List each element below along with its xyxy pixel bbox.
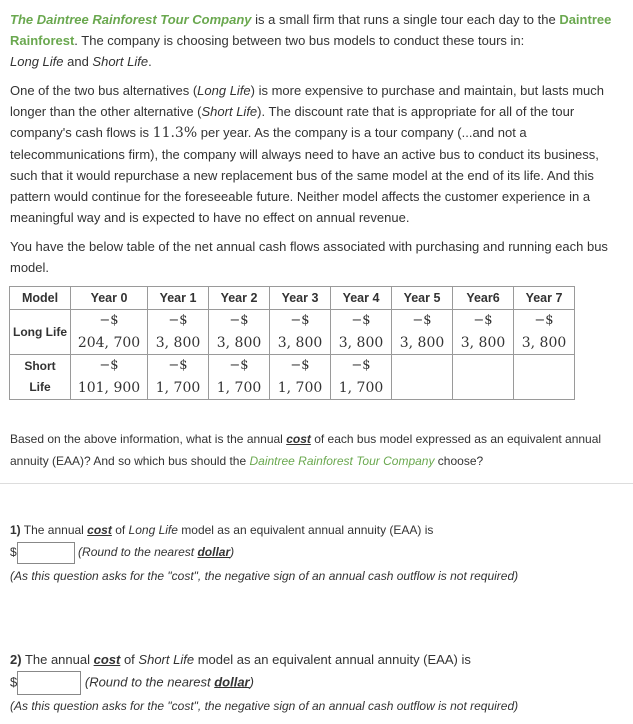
round-instruction (78, 545, 234, 559)
column-header: Year 3 (270, 287, 331, 310)
negative-dollar: −$ (168, 313, 188, 328)
cash-flow-value: 101, 900 (77, 380, 141, 396)
q1-answer-input[interactable] (17, 542, 75, 564)
negative-dollar: −$ (351, 313, 371, 328)
negative-dollar: −$ (290, 358, 310, 373)
context-text: per year. As the company is a tour company (...and not a telecommunications firm), the company will always need to have an active bus to conduct its business, such that it would repurchase a new replacement bus of the same model at the end of its life. And this pattern would continue for the foreseeable future. Neither model affects the customer experience in a meaningful way and is expected to have no effect on annual revenue. (10, 125, 599, 225)
negative-dollar: −$ (473, 313, 493, 328)
table-row-short-life (10, 355, 575, 400)
context-text: ). The discount rate that is appropriate for all of the tour company's cash flows is (10, 104, 575, 140)
round-text: ) (249, 674, 254, 690)
q2-answer-row (10, 671, 254, 695)
question-text: choose? (434, 454, 484, 468)
model-name: Short Life (138, 652, 195, 667)
context-text: One of the two bus alternatives ( (10, 83, 198, 98)
cash-flow-value: 204, 700 (77, 335, 141, 351)
model-name: Short Life (201, 104, 258, 119)
column-header: Year 4 (331, 287, 392, 310)
cash-flow-cell (392, 310, 453, 355)
round-text: ) (230, 545, 235, 559)
model-name: Long Life (10, 54, 64, 69)
q1-text: model as an equivalent annual annuity (EAA) is (177, 523, 434, 537)
column-header: Year6 (453, 287, 514, 310)
question-prompt (10, 428, 625, 472)
table-intro: You have the below table of the net annual cash flows associated with purchasing and running each bus model. (10, 239, 608, 275)
cash-flow-cell (331, 355, 392, 400)
dollar-sign: $ (10, 674, 18, 690)
company-name: The Daintree Rainforest Tour Company (10, 12, 252, 27)
q2-answer-input[interactable] (17, 671, 81, 695)
cash-flow-cell (71, 310, 148, 355)
round-unit: dollar (214, 674, 250, 690)
negative-dollar: −$ (534, 313, 554, 328)
cash-flow-value: 3, 800 (155, 335, 201, 351)
negative-dollar: −$ (229, 313, 249, 328)
negative-dollar: −$ (351, 358, 371, 373)
round-instruction (85, 674, 254, 689)
intro-paragraph (10, 9, 625, 51)
q2-text: The annual (21, 652, 94, 667)
cash-flow-value: 1, 700 (338, 380, 384, 396)
model-name: Long Life (128, 523, 178, 537)
negative-dollar: −$ (99, 313, 119, 328)
discount-rate: 11.3% (152, 125, 198, 141)
q1-answer-row (10, 541, 234, 564)
negative-dollar: −$ (412, 313, 432, 328)
empty-cell (514, 355, 575, 400)
column-header: Year 7 (514, 287, 575, 310)
divider (0, 483, 633, 484)
q2-prompt (10, 649, 471, 671)
cash-flow-value: 1, 700 (216, 380, 262, 396)
dollar-sign: $ (10, 545, 17, 559)
cash-flow-cell (148, 310, 209, 355)
cash-flow-value: 1, 700 (155, 380, 201, 396)
cash-flow-cell (148, 355, 209, 400)
q2-text: model as an equivalent annual annuity (EAA) is (194, 652, 471, 667)
cash-flow-value: 3, 800 (399, 335, 445, 351)
cash-flow-cell (514, 310, 575, 355)
cash-flow-value: 3, 800 (521, 335, 567, 351)
emphasis-cost: cost (87, 523, 112, 537)
table-row-long-life (10, 310, 575, 355)
intro-paragraph-line2 (10, 51, 625, 72)
negative-dollar: −$ (168, 358, 188, 373)
q2-note: (As this question asks for the "cost", the negative sign of an annual cash outflow is not required) (10, 699, 519, 713)
cash-flow-value: 3, 800 (216, 335, 262, 351)
intro-text: . The company is choosing between two bus models to conduct these tours in: (74, 33, 525, 48)
round-text: (Round to the nearest (84, 674, 215, 690)
cash-flow-value: 3, 800 (277, 335, 323, 351)
column-header: Year 0 (71, 287, 148, 310)
question-number: 1) (10, 523, 21, 537)
cash-flow-cell (331, 310, 392, 355)
table-header-row (10, 287, 575, 310)
round-unit: dollar (197, 545, 231, 559)
intro-text: is a small firm that runs a single tour each day to the (251, 12, 560, 27)
row-label-line: Short (24, 359, 56, 373)
context-paragraph (10, 80, 625, 228)
emphasis-cost: cost (286, 432, 311, 446)
cash-flow-cell (71, 355, 148, 400)
question-text: Based on the above information, what is the annual (10, 432, 287, 446)
q2-text: of (120, 652, 139, 667)
cash-flow-cell (453, 310, 514, 355)
row-label (10, 355, 71, 400)
row-label: Long Life (10, 310, 71, 355)
q1-note: (As this question asks for the "cost", the negative sign of an annual cash outflow is not required) (10, 569, 519, 583)
negative-dollar: −$ (99, 358, 119, 373)
question-number: 2) (10, 652, 22, 667)
cash-flow-table (9, 286, 575, 400)
cash-flow-cell (270, 310, 331, 355)
company-name: Daintree Rainforest Tour Company (249, 454, 435, 468)
model-name: Short Life (92, 54, 149, 69)
intro-text: and (63, 54, 93, 69)
emphasis-cost: cost (93, 652, 121, 667)
cash-flow-value: 3, 800 (460, 335, 506, 351)
round-text: (Round to the nearest (78, 545, 198, 559)
intro-text: . (148, 54, 152, 69)
column-header: Year 2 (209, 287, 270, 310)
empty-cell (453, 355, 514, 400)
cash-flow-cell (209, 310, 270, 355)
question-text: of each bus model expressed as an equivalent annual annuity (EAA)? And so which bus should the (10, 432, 602, 468)
column-header: Model (10, 287, 71, 310)
model-name: Long Life (197, 83, 251, 98)
cash-flow-cell (270, 355, 331, 400)
empty-cell (392, 355, 453, 400)
q1-prompt (10, 519, 433, 541)
q1-text: of (111, 523, 129, 537)
cash-flow-cell (209, 355, 270, 400)
cash-flow-value: 3, 800 (338, 335, 384, 351)
column-header: Year 5 (392, 287, 453, 310)
q1-text: The annual (20, 523, 88, 537)
context-text: ) is more expensive to purchase and maintain, but lasts much longer than the other alternative ( (10, 83, 604, 119)
negative-dollar: −$ (229, 358, 249, 373)
column-header: Year 1 (148, 287, 209, 310)
place-name: Daintree Rainforest (10, 12, 612, 48)
cash-flow-value: 1, 700 (277, 380, 323, 396)
row-label-line: Life (29, 380, 51, 394)
negative-dollar: −$ (290, 313, 310, 328)
